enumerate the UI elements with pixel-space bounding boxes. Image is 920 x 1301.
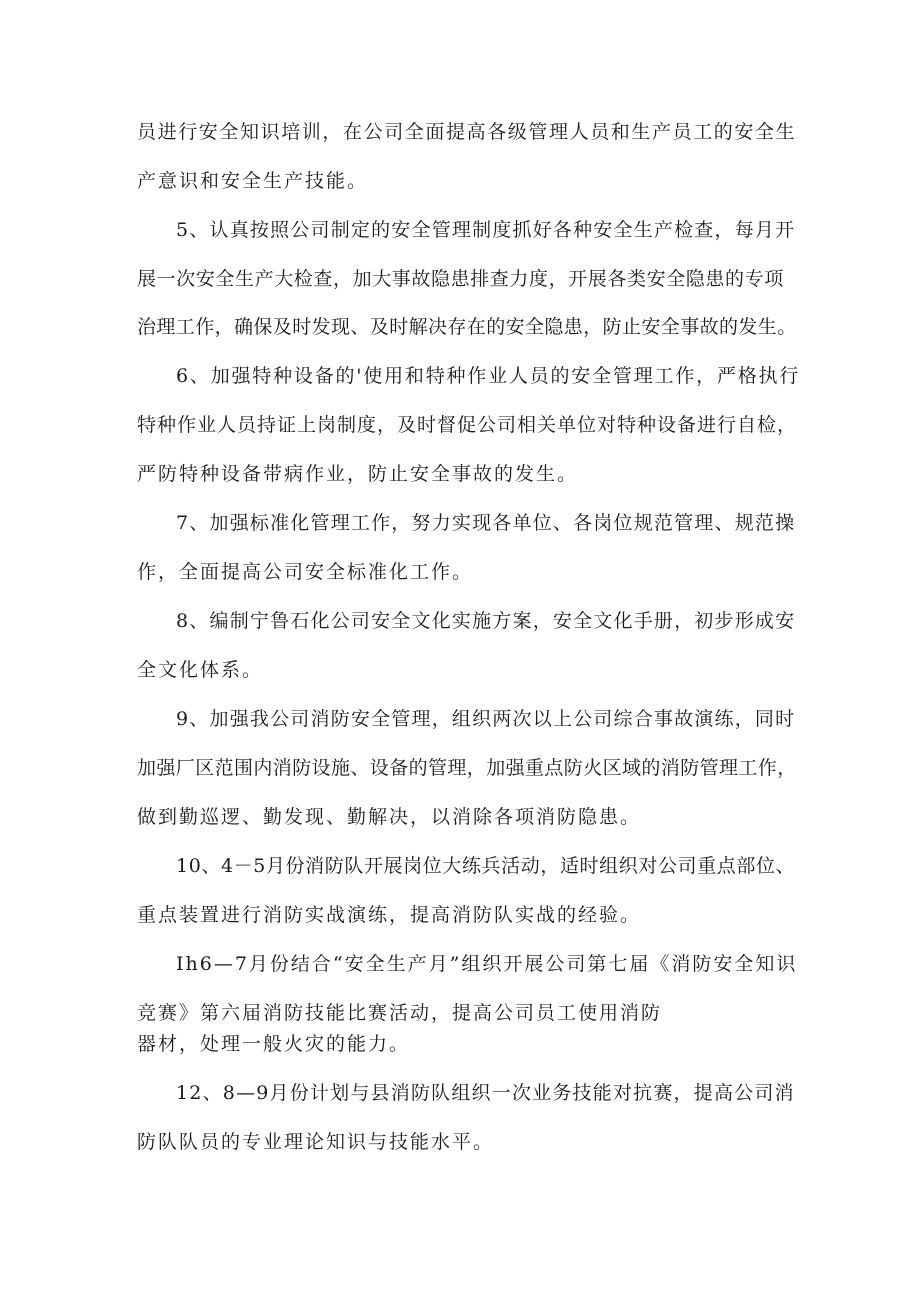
text-line: 5、认真按照公司制定的安全管理制度抓好各种安全生产检查，每月开 bbox=[176, 219, 796, 241]
text-line: 员进行安全知识培训，在公司全面提高各级管理人员和生产员工的安全生 bbox=[137, 121, 797, 143]
text-line: 加强厂区范围内消防设施、设备的管理，加强重点防火区域的消防管理工作， bbox=[137, 757, 797, 779]
text-line: 严防特种设备带病作业，防止安全事故的发生。 bbox=[137, 463, 579, 485]
text-line: 防队队员的专业理论知识与技能水平。 bbox=[137, 1131, 495, 1153]
text-line: 重点装置进行消防实战演练，提高消防队实战的经验。 bbox=[137, 904, 642, 926]
text-line: 作，全面提高公司安全标准化工作。 bbox=[137, 561, 474, 583]
text-line: 展一次安全生产大检查，加大事故隐患排查力度，开展各类安全隐患的专项 bbox=[137, 268, 784, 290]
text-line: 产意识和安全生产技能。 bbox=[137, 170, 369, 192]
text-line: 器材，处理一般火灾的能力。 bbox=[137, 1033, 411, 1055]
text-line: 12、8—9月份计划与县消防队组织一次业务技能对抗赛，提高公司消 bbox=[176, 1082, 795, 1104]
text-line: 特种作业人员持证上岗制度，及时督促公司相关单位对特种设备进行自检， bbox=[137, 414, 798, 436]
text-line: Ih6—7月份结合“安全生产月”组织开展公司第七届《消防安全知识 bbox=[176, 953, 798, 975]
text-line: 10、4－5月份消防队开展岗位大练兵活动，适时组织对公司重点部位、 bbox=[176, 855, 796, 877]
text-line: 治理工作，确保及时发现、及时解决存在的安全隐患，防止安全事故的发生。 bbox=[137, 316, 797, 338]
text-line: 8、编制宁鲁石化公司安全文化实施方案，安全文化手册，初步形成安 bbox=[176, 610, 796, 632]
text-line: 7、加强标准化管理工作，努力实现各单位、各岗位规范管理、规范操 bbox=[176, 512, 796, 534]
text-line: 6、加强特种设备的'使用和特种作业人员的安全管理工作，严格执行 bbox=[176, 365, 801, 387]
text-line: 做到勤巡逻、勤发现、勤解决，以消除各项消防隐患。 bbox=[137, 806, 642, 828]
text-line: 9、加强我公司消防安全管理，组织两次以上公司综合事故演练，同时 bbox=[176, 708, 796, 730]
text-line: 竞赛》第六届消防技能比赛活动，提高公司员工使用消防 bbox=[137, 1002, 663, 1024]
text-line: 全文化体系。 bbox=[137, 659, 264, 681]
